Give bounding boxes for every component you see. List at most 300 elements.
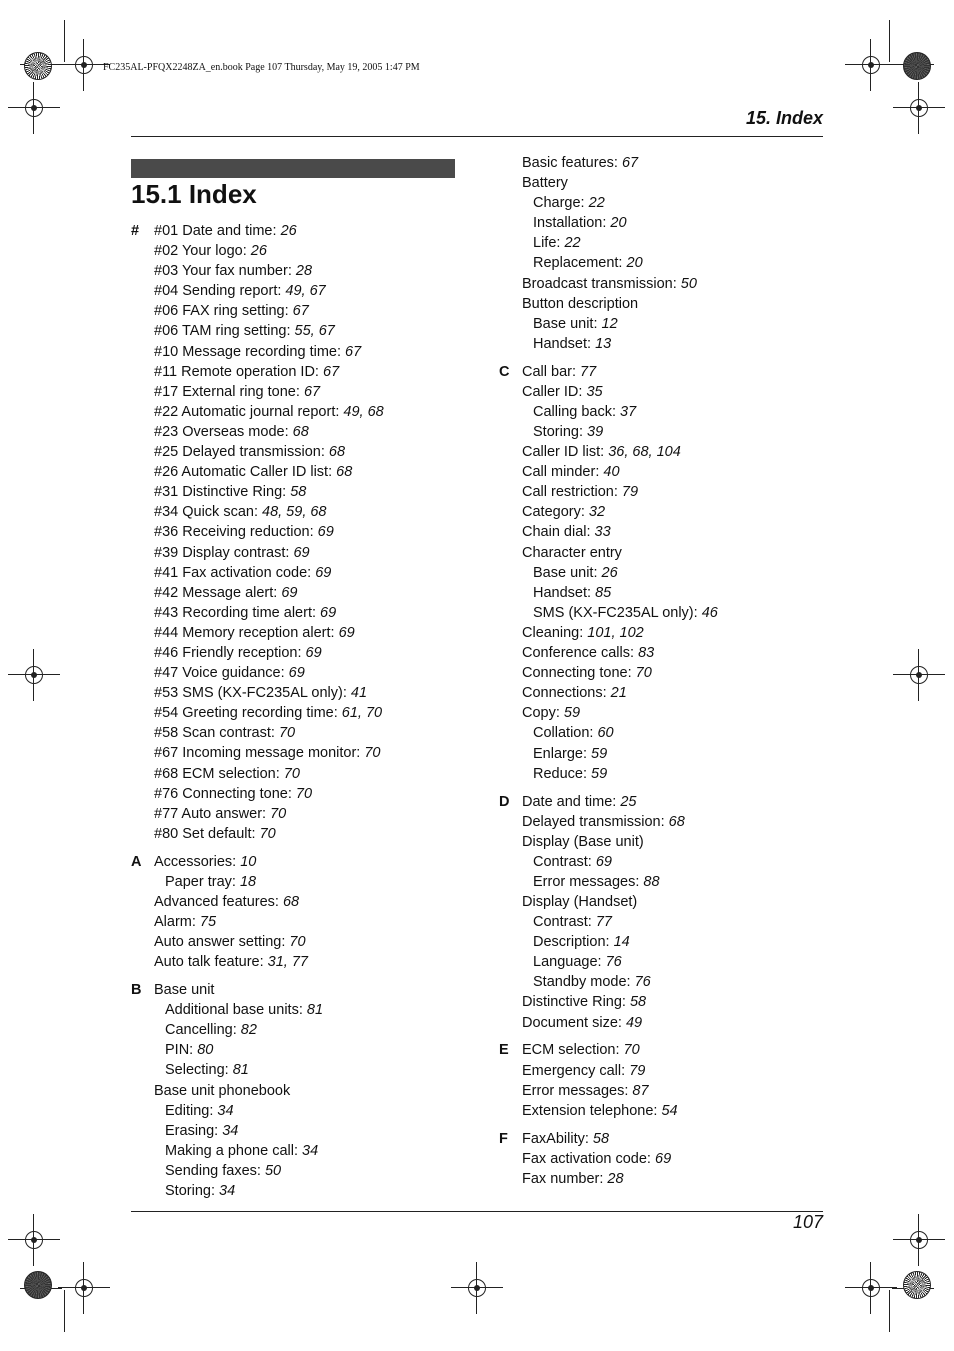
page-reference: 69: [655, 1150, 672, 1167]
index-subentry: [154, 1181, 491, 1201]
entry-text: Call restriction:: [522, 484, 622, 501]
entry-text: #77 Auto answer:: [154, 805, 271, 822]
page-reference: 26: [601, 564, 618, 581]
entry-text: Conference calls:: [522, 645, 639, 662]
registration-mark-icon: [859, 53, 883, 77]
index-entry: [522, 892, 829, 912]
index-entry: [154, 603, 491, 623]
index-subentry: [522, 912, 829, 932]
page-reference: 70: [278, 725, 296, 742]
entry-text: #01 Date and time:: [154, 223, 281, 239]
entry-text: Reduce:: [533, 765, 592, 782]
index-group: [499, 1129, 829, 1189]
page-reference: 67: [323, 363, 340, 380]
page-reference: 70: [270, 805, 287, 822]
entry-text: FaxAbility:: [522, 1130, 593, 1147]
index-entry: [154, 462, 491, 482]
page-reference: 81: [306, 1002, 324, 1019]
entry-text: Button description: [522, 295, 639, 312]
page-reference: 26: [280, 223, 297, 239]
entry-text: #26 Automatic Caller ID list:: [154, 464, 337, 481]
entry-text: PIN:: [165, 1042, 198, 1059]
entry-text: Paper tray:: [165, 873, 240, 890]
index-entry: [154, 912, 491, 932]
index-subentry: [154, 1000, 491, 1020]
page-reference: 68: [668, 813, 685, 830]
page-reference: 76: [605, 954, 622, 971]
page-reference: 40: [603, 464, 620, 481]
section-title: 15.1 Index: [131, 179, 257, 209]
entry-text: #06 TAM ring setting:: [154, 323, 295, 340]
entry-text: #47 Voice guidance:: [154, 665, 289, 682]
index-entry: [522, 703, 829, 723]
index-entry: [154, 301, 491, 321]
entry-text: Caller ID list:: [522, 444, 609, 461]
header-rule: [131, 136, 823, 137]
page-number: 107: [792, 1212, 823, 1232]
index-subentry: [522, 422, 829, 442]
index-entry: [154, 623, 491, 643]
entry-text: #02 Your logo:: [154, 243, 251, 260]
index-letter: #: [131, 223, 140, 239]
entry-text: #22 Automatic journal report:: [154, 403, 344, 420]
entry-text: #67 Incoming message monitor:: [154, 745, 365, 762]
page-reference: 88: [643, 873, 660, 890]
entry-text: Connections:: [522, 685, 611, 702]
index-subentry: [522, 852, 829, 872]
entry-text: Battery: [522, 175, 568, 192]
index-entry: [522, 153, 829, 173]
entry-text: Connecting tone:: [522, 665, 636, 682]
entry-text: Advanced features:: [154, 893, 283, 910]
index-entry: [154, 1081, 491, 1101]
index-entry: [154, 663, 491, 683]
entry-text: Fax number:: [522, 1170, 608, 1187]
index-subentry: [154, 1060, 491, 1080]
index-entry: [154, 583, 491, 603]
page-reference: 21: [610, 685, 627, 702]
index-entry: [154, 683, 491, 703]
entry-text: Cleaning:: [522, 624, 588, 641]
footer-rule: [131, 1211, 823, 1212]
index-subentry: [522, 744, 829, 764]
page-reference: 31, 77: [267, 954, 308, 971]
entry-text: Alarm:: [154, 913, 200, 930]
entry-text: #43 Recording time alert:: [154, 604, 321, 621]
index-entry: [522, 462, 829, 482]
index-entry: [522, 1040, 829, 1060]
index-subentry: [522, 603, 829, 623]
page-reference: 35: [586, 383, 603, 400]
entry-text: Enlarge:: [533, 745, 592, 762]
entry-text: #23 Overseas mode:: [154, 423, 293, 440]
page-reference: 50: [680, 275, 697, 292]
entry-text: Character entry: [522, 544, 622, 561]
index-subentry: [522, 213, 829, 233]
page-reference: 69: [317, 524, 334, 541]
page-reference: 33: [594, 524, 611, 541]
entry-text: Call minder:: [522, 464, 604, 481]
page-reference: 46: [701, 604, 718, 621]
page-reference: 59: [563, 705, 581, 722]
index-entry: [154, 321, 491, 341]
registration-mark-icon: [859, 1276, 883, 1300]
index-entry: [522, 502, 829, 522]
index-group: [499, 362, 829, 784]
index-entry: [154, 784, 491, 804]
page-reference: 10: [240, 853, 257, 870]
index-group: [499, 153, 829, 354]
entry-text: #36 Receiving reduction:: [154, 524, 318, 541]
page-reference: 70: [295, 785, 313, 802]
page-reference: 49: [625, 1014, 643, 1031]
index-column-right: [499, 153, 829, 1197]
section-title-bar: [131, 159, 455, 178]
page-reference: 68: [292, 423, 309, 440]
index-letter: D: [499, 793, 510, 810]
index-entry: [522, 663, 829, 683]
entry-text: Making a phone call:: [165, 1142, 303, 1159]
page-reference: 87: [632, 1082, 649, 1099]
page-reference: 37: [620, 403, 637, 420]
page-reference: 59: [591, 745, 608, 762]
page-reference: 58: [629, 994, 647, 1011]
entry-text: Caller ID:: [522, 383, 587, 400]
index-column-left: [131, 221, 491, 1209]
index-entry: [154, 362, 491, 382]
index-entry: [154, 502, 491, 522]
index-entry: [154, 342, 491, 362]
entry-text: Selecting:: [165, 1062, 233, 1079]
index-entry: [522, 1081, 829, 1101]
page-reference: 70: [289, 934, 306, 951]
page-reference: 28: [607, 1170, 624, 1187]
index-subentry: [522, 253, 829, 273]
index-letter: A: [131, 853, 142, 870]
index-entry: [154, 402, 491, 422]
entry-text: Storing:: [165, 1183, 219, 1199]
index-subentry: [154, 1040, 491, 1060]
index-entry: [154, 852, 491, 872]
entry-text: ECM selection:: [522, 1042, 624, 1059]
index-entry: [522, 683, 829, 703]
page-reference: 70: [259, 825, 276, 842]
index-subentry: [154, 1121, 491, 1141]
page-reference: 69: [595, 853, 612, 870]
page-reference: 12: [601, 315, 618, 332]
registration-mark-icon: [72, 1276, 96, 1300]
entry-text: Base unit phonebook: [154, 1082, 291, 1099]
page-reference: 70: [283, 765, 300, 782]
index-subentry: [522, 764, 829, 784]
page-reference: 69: [338, 624, 355, 641]
page-reference: 34: [219, 1183, 236, 1199]
entry-text: #68 ECM selection:: [154, 765, 284, 782]
page-reference: 82: [240, 1022, 257, 1039]
index-subentry: [522, 314, 829, 334]
index-entry: [522, 1101, 829, 1121]
index-group: [131, 852, 491, 973]
index-entry: [522, 643, 829, 663]
page-reference: 48, 59, 68: [262, 504, 327, 521]
entry-text: Description:: [533, 934, 614, 951]
entry-text: Editing:: [165, 1102, 218, 1119]
index-entry: [522, 1061, 829, 1081]
index-entry: [522, 992, 829, 1012]
color-target-icon: [24, 52, 52, 80]
page-reference: 18: [239, 873, 257, 890]
entry-text: Charge:: [533, 195, 589, 212]
entry-text: Display (Handset): [522, 893, 638, 910]
entry-text: Basic features:: [522, 155, 622, 171]
index-subentry: [522, 872, 829, 892]
index-group: [131, 980, 491, 1201]
color-target-icon: [24, 1271, 52, 1299]
index-entry: [522, 362, 829, 382]
entry-text: Replacement:: [533, 255, 627, 272]
index-entry: [154, 281, 491, 301]
index-group: [131, 221, 491, 844]
index-entry: [154, 892, 491, 912]
entry-text: #41 Fax activation code:: [154, 564, 316, 581]
page-reference: 22: [588, 195, 605, 212]
index-group: [499, 1040, 829, 1120]
index-entry: [154, 543, 491, 563]
index-entry: [522, 1013, 829, 1033]
registration-mark-icon: [72, 53, 96, 77]
index-entry: [154, 261, 491, 281]
page-reference: 34: [217, 1102, 234, 1119]
registration-mark-icon: [907, 1228, 931, 1252]
page-reference: 76: [634, 974, 651, 991]
index-entry: [522, 382, 829, 402]
page-reference: 20: [610, 215, 627, 232]
entry-text: Contrast:: [533, 914, 596, 931]
index-entry: [154, 482, 491, 502]
index-entry: [154, 563, 491, 583]
entry-text: Broadcast transmission:: [522, 275, 681, 292]
entry-text: Language:: [533, 954, 606, 971]
entry-text: #39 Display contrast:: [154, 544, 294, 561]
page-reference: 67: [345, 343, 362, 360]
page-reference: 81: [232, 1062, 249, 1079]
page-reference: 83: [638, 645, 655, 662]
page-reference: 20: [626, 255, 643, 272]
entry-text: SMS (KX-FC235AL only):: [533, 604, 702, 621]
entry-text: #06 FAX ring setting:: [154, 303, 293, 320]
page-reference: 54: [661, 1102, 678, 1119]
entry-text: Contrast:: [533, 853, 596, 870]
entry-text: Date and time:: [522, 793, 621, 810]
running-head: 15. Index: [745, 108, 823, 128]
entry-text: Accessories:: [154, 853, 241, 870]
page-reference: 70: [635, 665, 652, 682]
index-entry: [522, 1149, 829, 1169]
entry-text: Document size:: [522, 1014, 626, 1031]
entry-text: #42 Message alert:: [154, 584, 282, 601]
entry-text: Handset:: [533, 584, 596, 601]
entry-text: Calling back:: [533, 403, 621, 420]
page-reference: 68: [282, 893, 300, 910]
index-entry: [154, 764, 491, 784]
entry-text: #11 Remote operation ID:: [154, 363, 323, 380]
registration-mark-icon: [22, 96, 46, 120]
page-reference: 39: [587, 424, 604, 441]
index-subentry: [154, 872, 491, 892]
registration-mark-icon: [22, 1228, 46, 1252]
index-entry: [522, 274, 829, 294]
page-reference: 70: [623, 1042, 640, 1059]
index-entry: [522, 482, 829, 502]
index-subentry: [522, 972, 829, 992]
entry-text: Copy:: [522, 705, 564, 722]
index-letter: F: [499, 1130, 508, 1147]
page-reference: 69: [315, 564, 332, 581]
entry-text: Delayed transmission:: [522, 813, 669, 830]
index-entry: [154, 221, 491, 241]
page-reference: 70: [364, 745, 381, 762]
entry-text: Error messages:: [522, 1082, 633, 1099]
entry-text: Standby mode:: [533, 974, 635, 991]
entry-text: #58 Scan contrast:: [154, 725, 279, 742]
entry-text: #04 Sending report:: [154, 283, 286, 300]
index-entry: [522, 812, 829, 832]
index-entry: [154, 743, 491, 763]
entry-text: #25 Delayed transmission:: [154, 444, 329, 461]
page-reference: 34: [302, 1142, 319, 1159]
index-entry: [522, 543, 829, 563]
index-entry: [154, 422, 491, 442]
page-reference: 14: [613, 934, 630, 951]
page-reference: 49, 67: [285, 283, 326, 300]
page-reference: 41: [350, 685, 368, 702]
page-reference: 67: [621, 155, 639, 171]
page-reference: 61, 70: [341, 705, 383, 722]
index-letter: E: [499, 1042, 509, 1059]
color-target-icon: [903, 1271, 931, 1299]
page-reference: 69: [288, 665, 305, 682]
entry-text: Auto talk feature:: [154, 954, 268, 971]
index-entry: [522, 1129, 829, 1149]
index-group: [499, 792, 829, 1033]
index-entry: [522, 442, 829, 462]
page-reference: 55, 67: [294, 323, 335, 340]
registration-mark-icon: [907, 96, 931, 120]
entry-text: Handset:: [533, 335, 596, 352]
entry-text: #76 Connecting tone:: [154, 785, 296, 802]
index-entry: [154, 382, 491, 402]
index-subentry: [522, 932, 829, 952]
index-entry: [522, 294, 829, 314]
entry-text: #03 Your fax number:: [154, 263, 296, 280]
color-target-icon: [903, 52, 931, 80]
entry-text: Fax activation code:: [522, 1150, 655, 1167]
entry-text: Sending faxes:: [165, 1162, 265, 1179]
page-reference: 36, 68, 104: [608, 444, 681, 461]
entry-text: Display (Base unit): [522, 833, 644, 850]
page-reference: 68: [336, 464, 353, 481]
page-reference: 28: [295, 263, 313, 280]
entry-text: Auto answer setting:: [154, 934, 290, 951]
index-entry: [154, 723, 491, 743]
entry-text: Cancelling:: [165, 1022, 241, 1039]
page-reference: 75: [199, 913, 217, 930]
page-reference: 59: [591, 765, 608, 782]
page-reference: 79: [629, 1062, 646, 1079]
entry-text: Category:: [522, 504, 589, 521]
print-slug: FC235AL-PFQX2248ZA_en.book Page 107 Thursday, May 19, 2005 1:47 PM: [103, 62, 420, 73]
index-entry: [522, 792, 829, 812]
index-subentry: [154, 1020, 491, 1040]
page-reference: 80: [197, 1042, 214, 1059]
page-reference: 50: [264, 1162, 282, 1179]
index-subentry: [522, 583, 829, 603]
page-reference: 69: [293, 544, 310, 561]
index-subentry: [522, 723, 829, 743]
page-reference: 69: [281, 584, 298, 601]
index-entry: [154, 804, 491, 824]
registration-mark-icon: [22, 663, 46, 687]
page-reference: 58: [290, 484, 307, 501]
index-entry: [154, 522, 491, 542]
entry-text: Additional base units:: [165, 1002, 307, 1019]
page-reference: 13: [595, 335, 612, 352]
page-reference: 77: [595, 914, 612, 931]
index-entry: [522, 1169, 829, 1189]
index-subentry: [522, 952, 829, 972]
index-entry: [154, 932, 491, 952]
entry-text: Collation:: [533, 725, 598, 742]
entry-text: Erasing:: [165, 1122, 223, 1139]
page-reference: 69: [305, 644, 322, 661]
entry-text: #53 SMS (KX-FC235AL only):: [154, 685, 351, 702]
index-entry: [154, 980, 491, 1000]
index-entry: [154, 824, 491, 844]
entry-text: #44 Memory reception alert:: [154, 624, 339, 641]
index-subentry: [154, 1161, 491, 1181]
index-subentry: [522, 233, 829, 253]
page-reference: 22: [564, 235, 581, 252]
page-reference: 32: [588, 504, 606, 521]
entry-text: Base unit: [154, 982, 215, 999]
index-entry: [522, 173, 829, 193]
entry-text: Distinctive Ring:: [522, 994, 630, 1011]
entry-text: #46 Friendly reception:: [154, 644, 306, 661]
entry-text: #54 Greeting recording time:: [154, 705, 342, 722]
entry-text: #31 Distinctive Ring:: [154, 484, 291, 501]
entry-text: #17 External ring tone:: [154, 383, 304, 400]
index-entry: [154, 952, 491, 972]
entry-text: Storing:: [533, 424, 587, 441]
index-subentry: [522, 563, 829, 583]
page-reference: 49, 68: [343, 403, 384, 420]
index-subentry: [154, 1101, 491, 1121]
page-reference: 85: [595, 584, 612, 601]
index-subentry: [522, 193, 829, 213]
entry-text: #10 Message recording time:: [154, 343, 346, 360]
entry-text: Life:: [533, 235, 565, 252]
index-entry: [154, 703, 491, 723]
entry-text: Extension telephone:: [522, 1102, 662, 1119]
page-reference: 25: [620, 793, 637, 810]
page-reference: 60: [597, 725, 614, 742]
index-entry: [154, 241, 491, 261]
page-reference: 101, 102: [587, 624, 644, 641]
page-reference: 77: [580, 363, 597, 380]
index-entry: [522, 522, 829, 542]
entry-text: Emergency call:: [522, 1062, 630, 1079]
entry-text: Base unit:: [533, 564, 602, 581]
